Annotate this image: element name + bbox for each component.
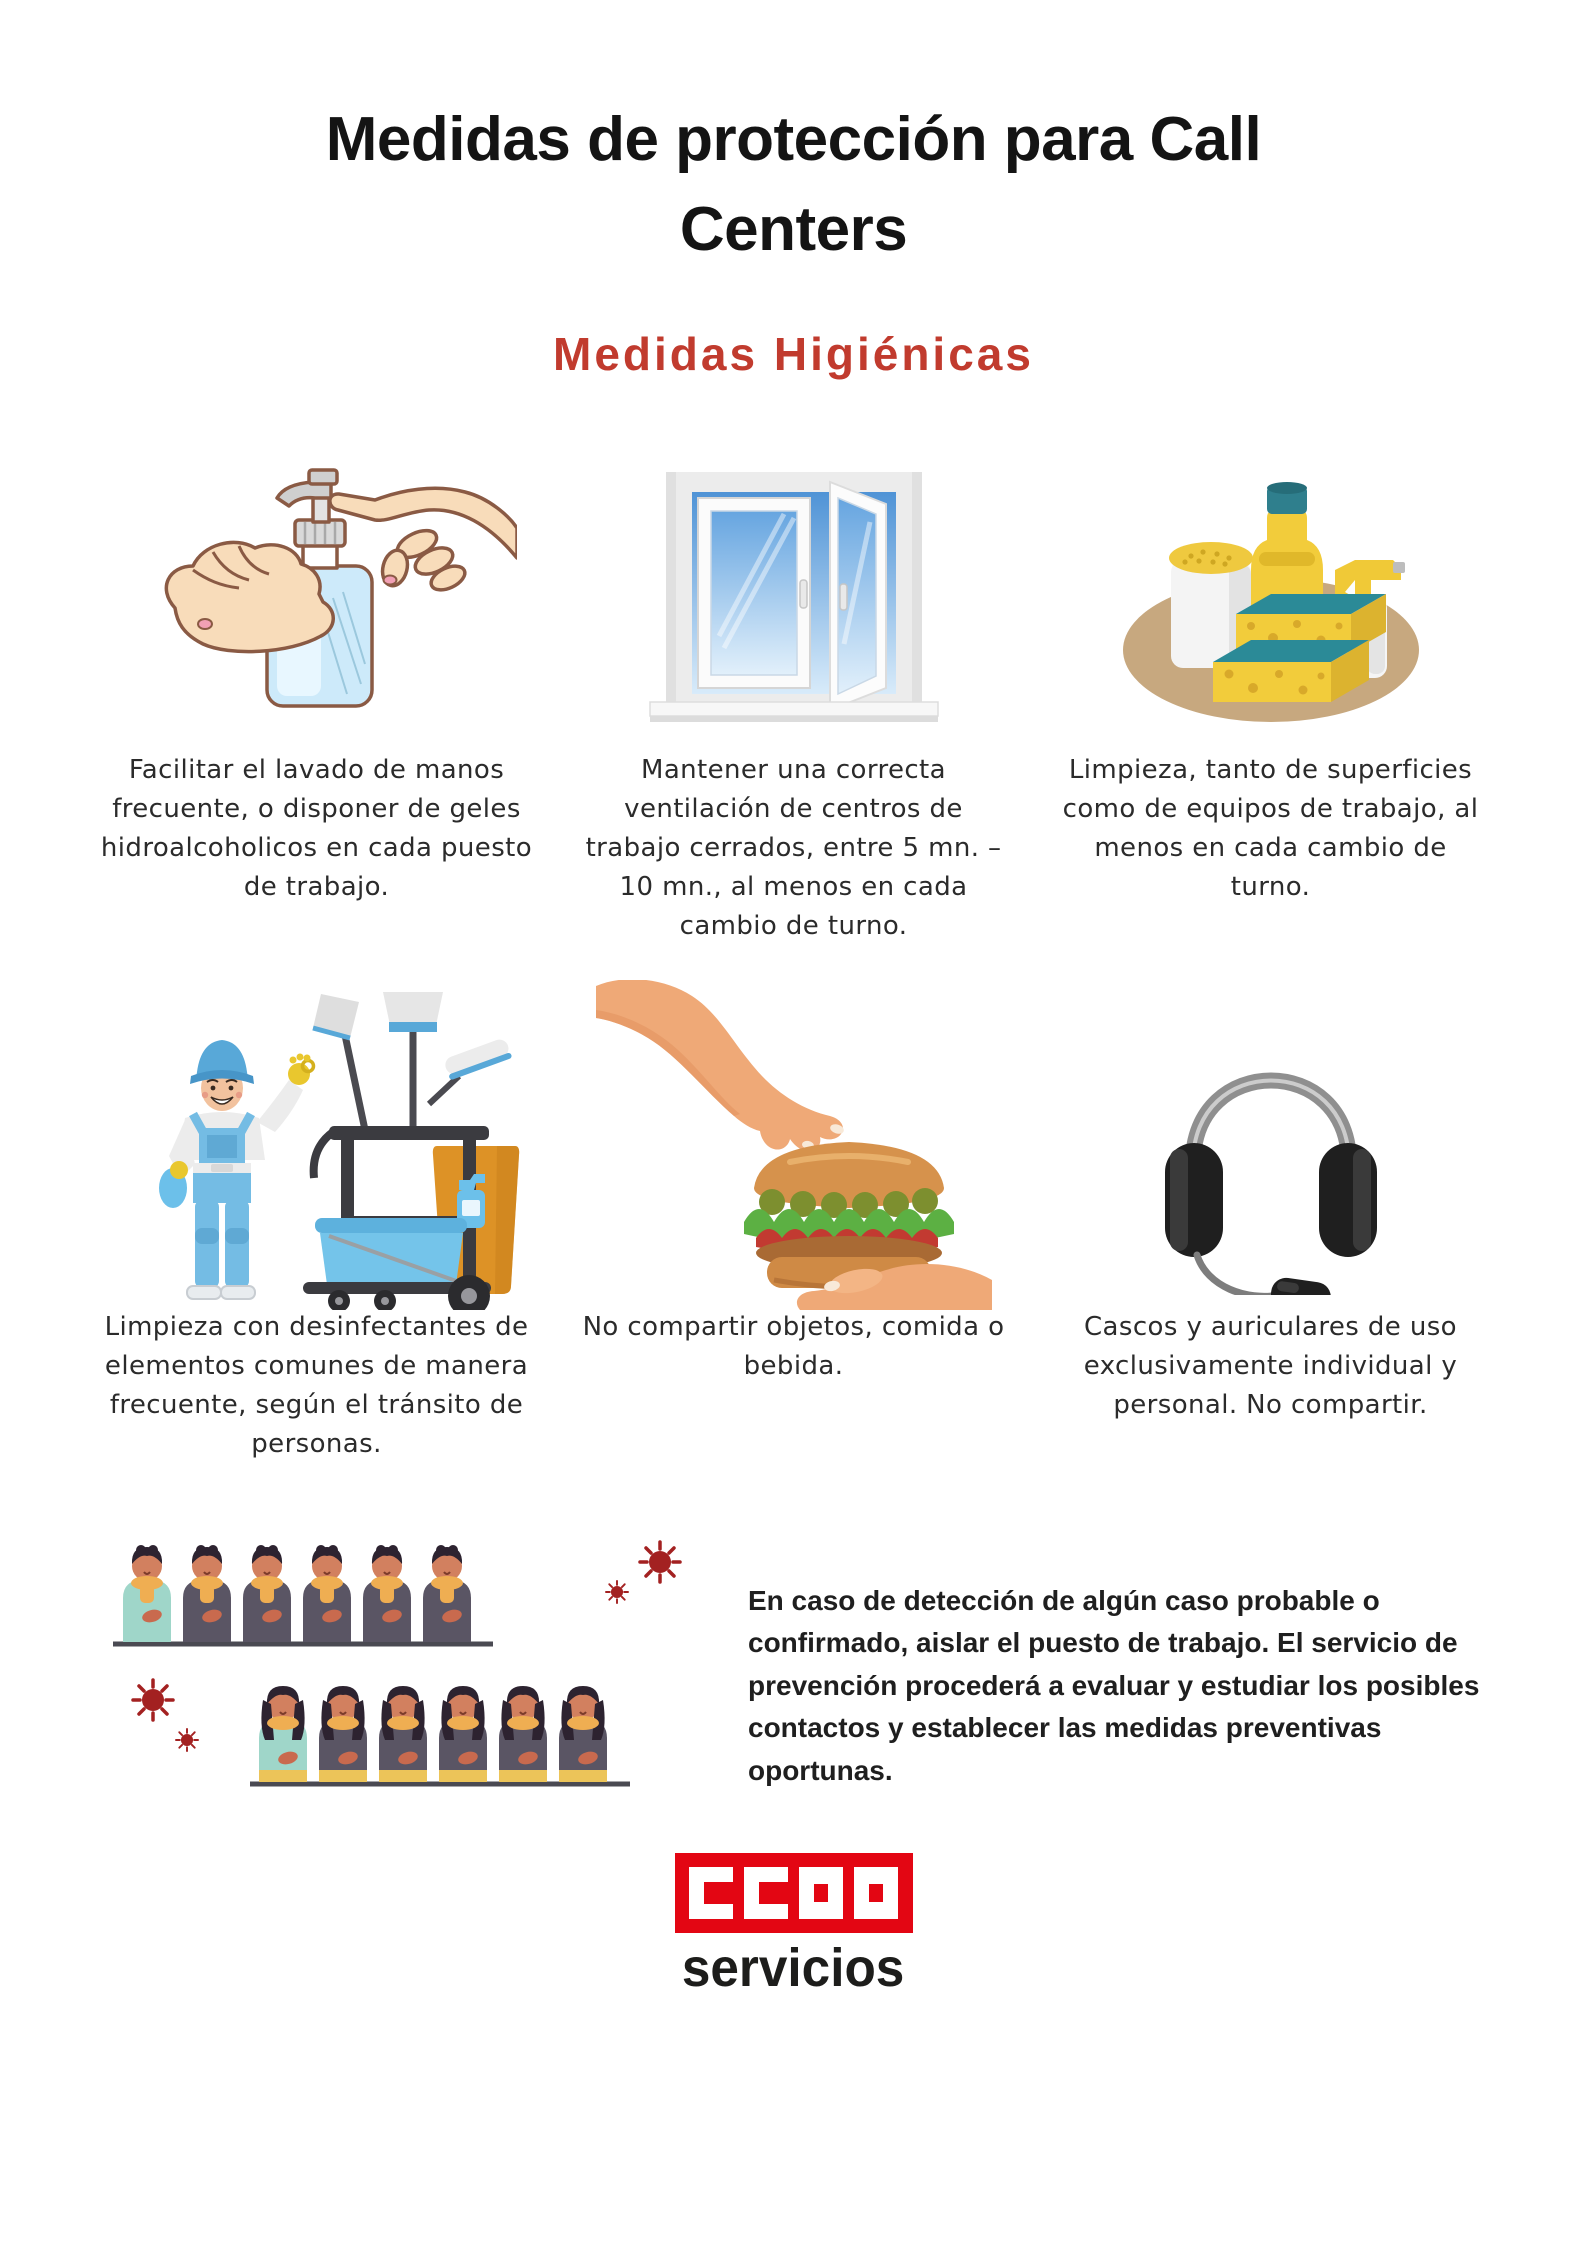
open-window-icon (572, 447, 1015, 729)
case-detection-section (95, 1522, 1492, 1811)
headset-icon (1049, 1004, 1492, 1286)
card-hand-sanitizer (95, 447, 538, 946)
page-title: Medidas de protección para Call Centers (325, 105, 1262, 264)
caption-headset: Cascos y auriculares de uso exclusivamente individual y personal. No compartir. (1083, 1311, 1458, 1420)
cleaning-products-icon (1049, 447, 1492, 729)
hand-sanitizer-icon (95, 447, 538, 729)
card-disinfectant-cleaning (95, 1004, 538, 1464)
case-detection-text: En caso de detección de algún caso probable o confirmado, aislar el puesto de trabajo. El servicio de prevención procederá a evaluar y estudiar los posibles contactos y establecer las medidas preventivas oportunas. (748, 1584, 1480, 1786)
card-surface-cleaning (1049, 447, 1492, 946)
card-headset (1049, 1004, 1492, 1464)
ccoo-logo-tagline: servicios (682, 1937, 905, 1998)
caption-hand-sanitizer: Facilitar el lavado de manos frecuente, o disponer de geles hidroalcoholicos en cada puesto de trabajo. (100, 754, 533, 902)
page-subtitle: Medidas Higiénicas (553, 327, 1034, 380)
ccoo-logo (664, 1853, 924, 1999)
shared-food-icon (572, 1004, 1015, 1286)
measures-grid (95, 447, 1492, 1464)
caption-surface-cleaning: Limpieza, tanto de superficies como de equipos de trabajo, al menos en cada cambio de turno. (1062, 754, 1479, 902)
caption-disinfectant-cleaning: Limpieza con desinfectantes de elementos comunes de manera frecuente, según el tránsito de personas. (104, 1311, 529, 1459)
caption-ventilation: Mantener una correcta ventilación de centros de trabajo cerrados, entre 5 mn. – 10 mn., al menos en cada cambio de turno. (585, 754, 1002, 941)
cleaning-cart-icon (95, 1004, 538, 1286)
caption-no-sharing-food: No compartir objetos, comida o bebida. (582, 1311, 1005, 1381)
ccoo-letters-icon (689, 1867, 899, 1919)
card-no-sharing-food (572, 1004, 1015, 1464)
ccoo-logo-mark (675, 1853, 913, 1933)
card-ventilation (572, 447, 1015, 946)
sick-people-illustration (95, 1522, 720, 1811)
